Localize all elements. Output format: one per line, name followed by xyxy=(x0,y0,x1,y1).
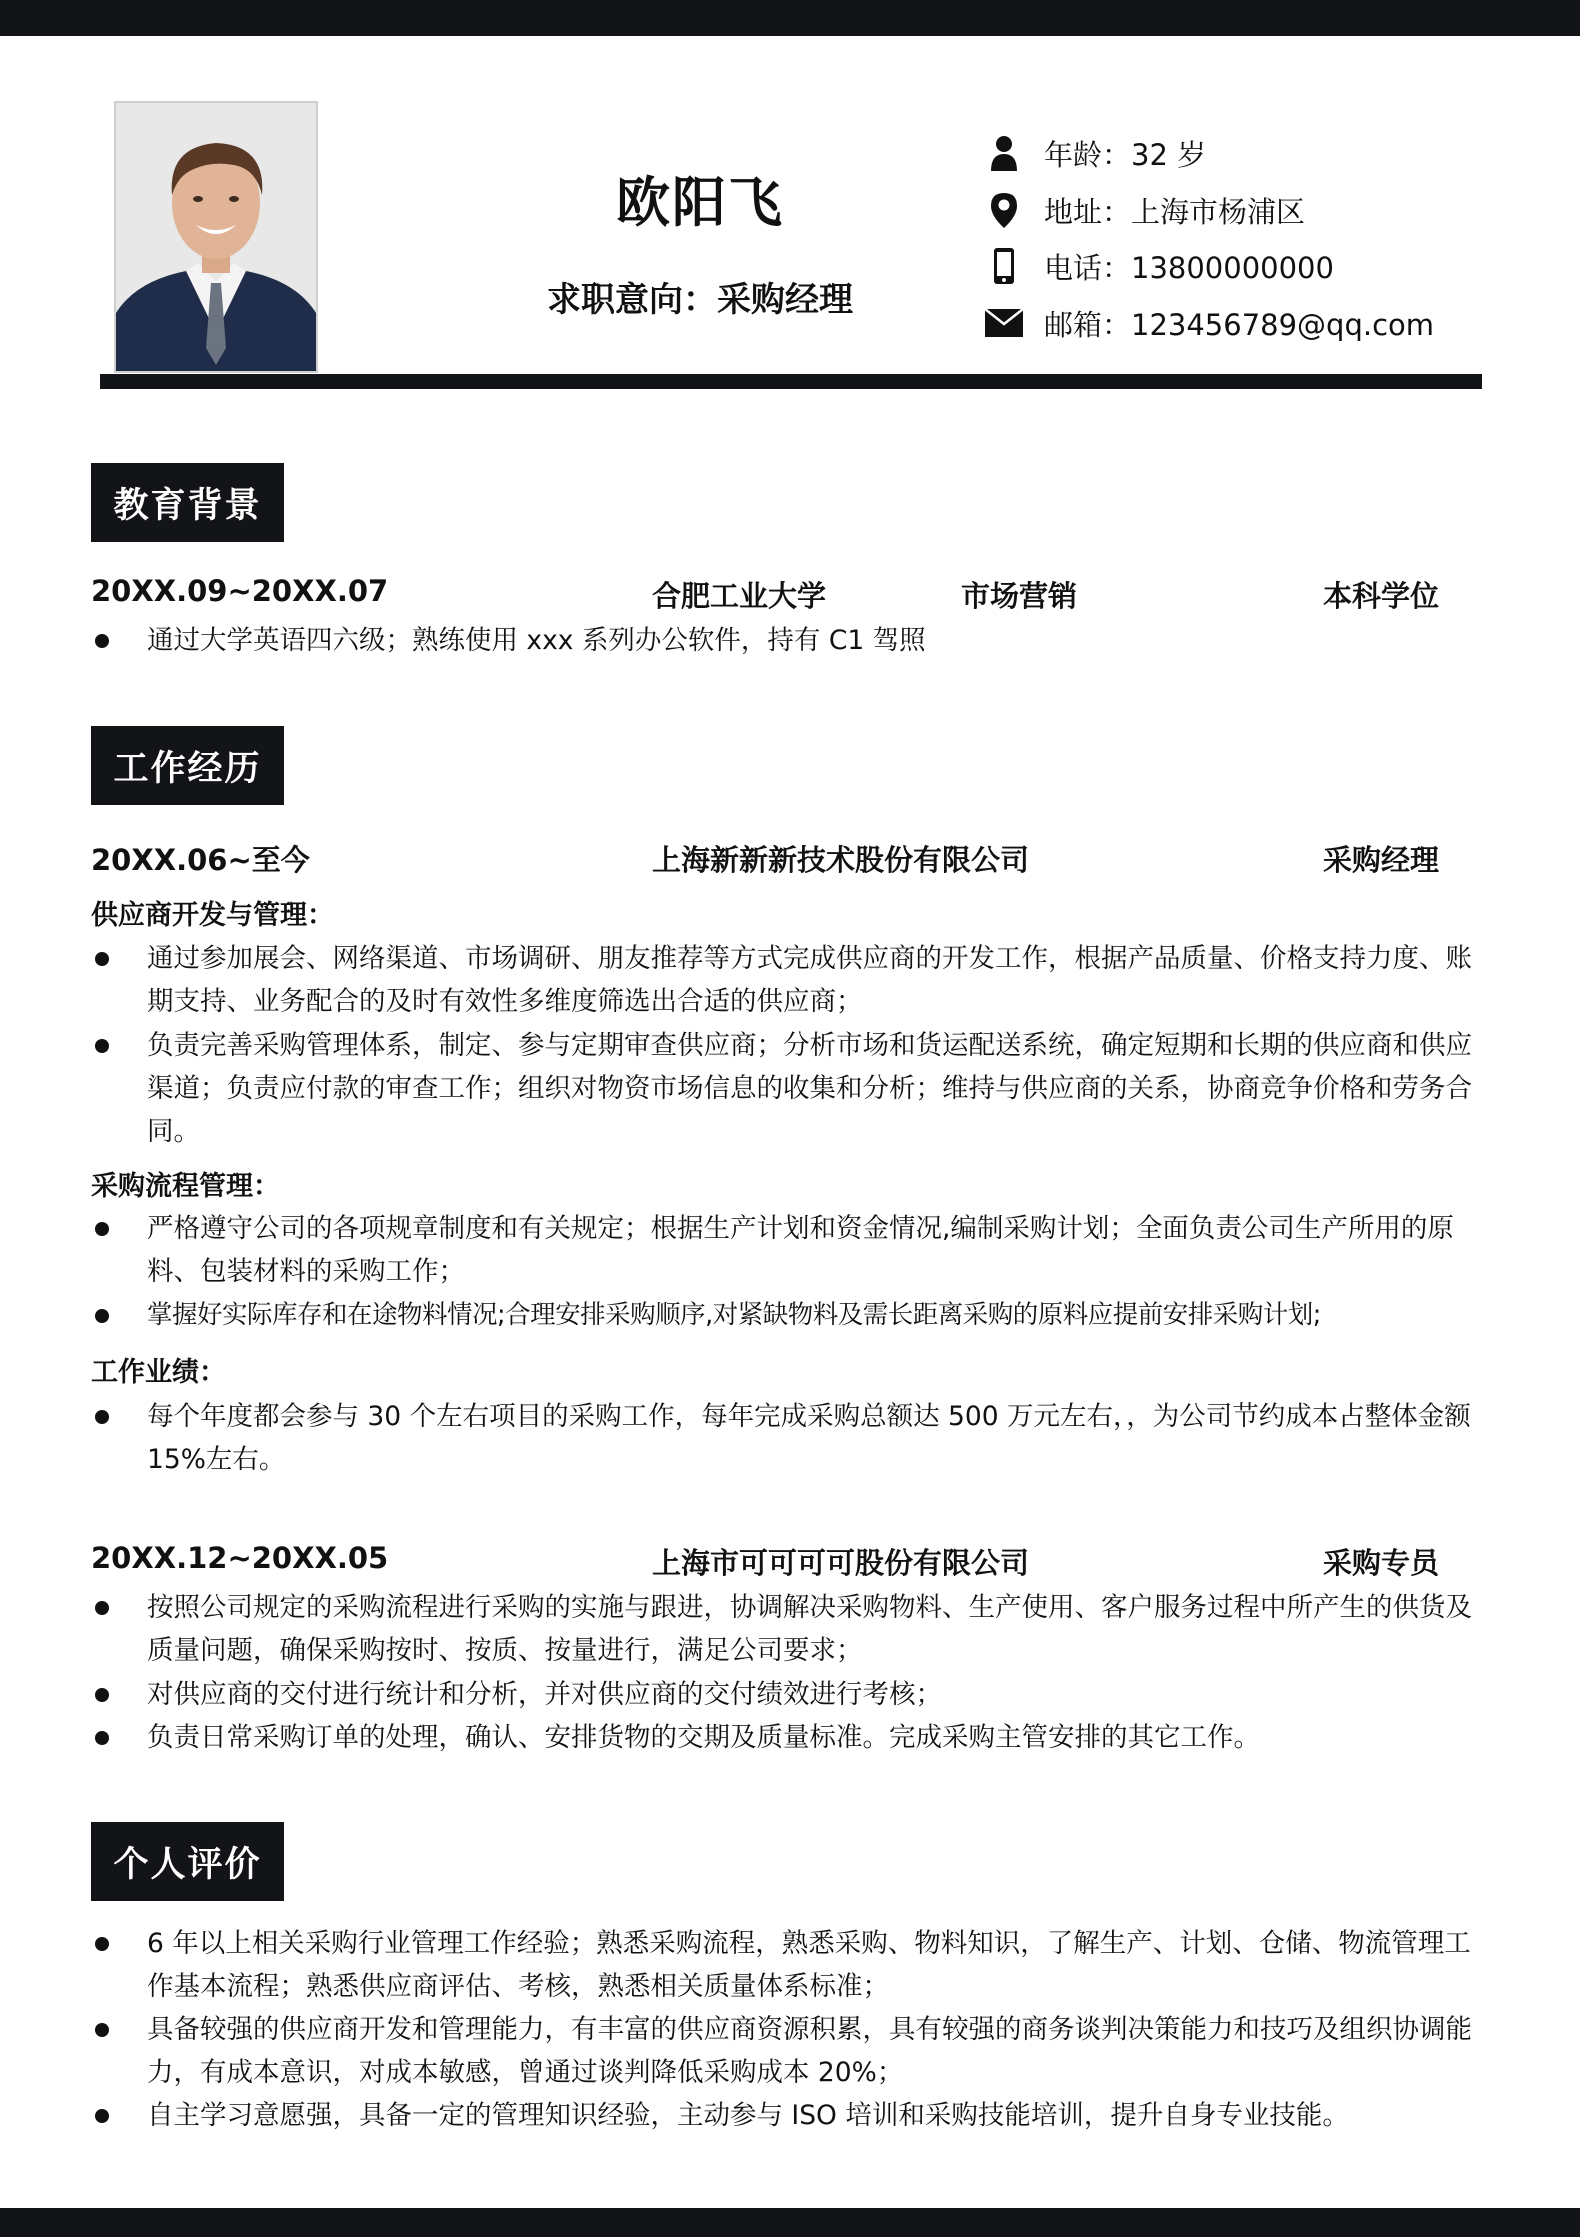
bullet-text: 按照公司规定的采购流程进行采购的实施与跟进，协调解决采购物料、生产使用、客户服务过程中所产生的供货及质量问题，确保采购按时、按质、按量进行，满足公司要求； xyxy=(147,1592,1472,1666)
candidate-name: 欧阳飞 xyxy=(616,171,784,234)
section-title-work: 工作经历 xyxy=(91,726,284,805)
address-text: 地址：上海市杨浦区 xyxy=(1044,194,1306,229)
education-bullet-text: 通过大学英语四六级；熟练使用 xxx 系列办公软件，持有 C1 驾照 xyxy=(147,625,926,656)
envelope-icon xyxy=(984,303,1024,343)
age-text: 年龄：32 岁 xyxy=(1044,137,1207,172)
bullet-text: 具备较强的供应商开发和管理能力，有丰富的供应商资源积累，具有较强的商务谈判决策能力和技巧及组织协调能力，有成本意识，对成本敏感，曾通过谈判降低采购成本 20%； xyxy=(147,2014,1472,2088)
education-row xyxy=(91,574,1491,614)
job-company: 上海市可可可可股份有限公司 xyxy=(652,1546,1030,1580)
section-title-education: 教育背景 xyxy=(91,463,284,542)
education-major: 市场营销 xyxy=(961,579,1078,613)
header-divider xyxy=(100,374,1482,389)
job-company: 上海新新新技术股份有限公司 xyxy=(652,843,1030,877)
job-row xyxy=(91,838,1491,878)
bullet-text: 通过参加展会、网络渠道、市场调研、朋友推荐等方式完成供应商的开发工作，根据产品质量、价格支持力度、账期支持、业务配合的及时有效性多维度筛选出合适的供应商； xyxy=(147,943,1472,1017)
education-school: 合肥工业大学 xyxy=(652,579,827,613)
phone-text: 电话：13800000000 xyxy=(1044,250,1334,285)
job-row xyxy=(91,1541,1491,1581)
bullet-text: 负责日常采购订单的处理，确认、安排货物的交期及质量标准。完成采购主管安排的其它工作。 xyxy=(147,1722,1260,1753)
bullet-text: 对供应商的交付进行统计和分析，并对供应商的交付绩效进行考核； xyxy=(147,1679,942,1710)
bullet-text: 负责完善采购管理体系，制定、参与定期审查供应商；分析市场和货运配送系统，确定短期和长期的供应商和供应渠道；负责应付款的审查工作；组织对物资市场信息的收集和分析；维持与供应商的关系，协商竞争价格和劳务合同。 xyxy=(147,1030,1472,1147)
bullet-dot xyxy=(95,1222,109,1236)
bullet-dot xyxy=(95,1937,109,1951)
contact-address xyxy=(984,190,1484,230)
education-degree: 本科学位 xyxy=(1323,579,1440,613)
bullet-dot xyxy=(95,1309,109,1323)
bullet-text: 严格遵守公司的各项规章制度和有关规定；根据生产计划和资金情况,编制采购计划；全面负责公司生产所用的原料、包装材料的采购工作； xyxy=(147,1213,1454,1287)
education-period: 20XX.09~20XX.07 xyxy=(91,574,389,608)
bullet-dot xyxy=(95,1688,109,1702)
subheading: 采购流程管理： xyxy=(91,1171,280,1202)
bullet-dot xyxy=(95,2023,109,2037)
bullet-text: 自主学习意愿强，具备一定的管理知识经验，主动参与 ISO 培训和采购技能培训，提升自身专业技能。 xyxy=(147,2100,1349,2131)
job-period: 20XX.06~至今 xyxy=(91,843,310,877)
bottom-bar xyxy=(0,2208,1580,2237)
mobile-phone-icon xyxy=(984,246,1024,286)
bullet-dot xyxy=(95,1410,109,1424)
job-role: 采购专员 xyxy=(1323,1546,1440,1580)
portrait-image xyxy=(116,103,316,371)
bullet-dot xyxy=(95,952,109,966)
bullet-text: 每个年度都会参与 30 个左右项目的采购工作，每年完成采购总额达 500 万元左右，，为公司节约成本占整体金额 15%左右。 xyxy=(147,1401,1471,1475)
contact-email xyxy=(984,303,1484,343)
email-text: 邮箱：123456789@qq.com xyxy=(1044,307,1435,342)
section-title-evaluation: 个人评价 xyxy=(91,1822,284,1901)
top-bar xyxy=(0,0,1580,36)
job-period: 20XX.12~20XX.05 xyxy=(91,1541,389,1575)
location-pin-icon xyxy=(984,190,1024,230)
bullet-dot xyxy=(95,2109,109,2123)
person-icon xyxy=(984,133,1024,173)
contact-phone xyxy=(984,246,1484,286)
bullet-text: 掌握好实际库存和在途物料情况;合理安排采购顺序,对紧缺物料及需长距离采购的原料应提前安排采购计划; xyxy=(147,1300,1321,1330)
bullet-dot xyxy=(95,1601,109,1615)
job-intent: 求职意向：采购经理 xyxy=(547,280,853,320)
subheading: 工作业绩： xyxy=(91,1357,226,1388)
bullet-dot xyxy=(95,634,109,648)
bullet-dot xyxy=(95,1039,109,1053)
contact-age xyxy=(984,133,1484,173)
bullet-dot xyxy=(95,1731,109,1745)
profile-photo xyxy=(114,101,318,373)
job-role: 采购经理 xyxy=(1323,843,1440,877)
bullet-text: 6 年以上相关采购行业管理工作经验；熟悉采购流程，熟悉采购、物料知识，了解生产、计划、仓储、物流管理工作基本流程；熟悉供应商评估、考核，熟悉相关质量体系标准； xyxy=(147,1928,1471,2002)
subheading: 供应商开发与管理： xyxy=(91,900,334,931)
